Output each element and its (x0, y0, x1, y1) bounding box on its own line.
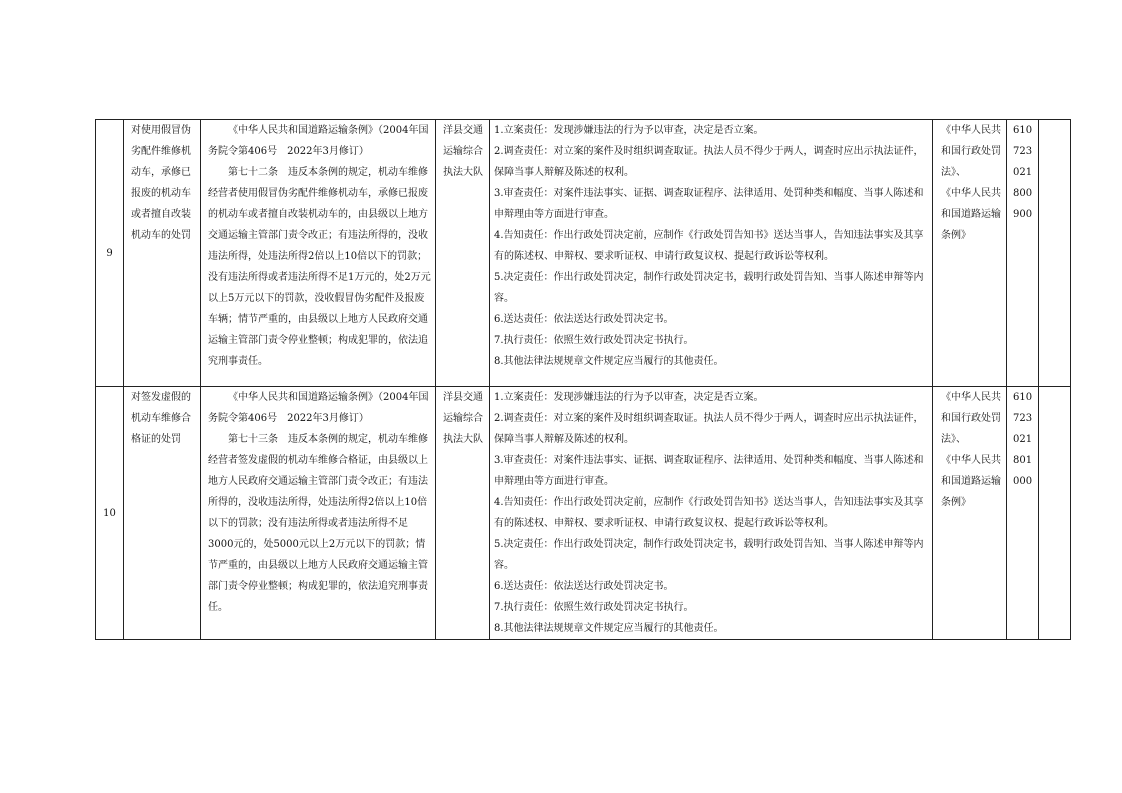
unit-cell (436, 387, 490, 640)
row-index: 10 (103, 507, 116, 519)
row-index: 9 (106, 247, 113, 259)
law-reference: 《中华人民共和国行政处罚法》、 (941, 392, 1001, 445)
law-reference: 《中华人民共和国行政处罚法》、 (941, 125, 1001, 178)
responsibility-item: 3.审查责任：对案件违法事实、证据、调查取证程序、法律适用、处罚种类和幅度、当事人陈述和申辩理由等方面进行审查。 (494, 455, 924, 487)
responsibility-item: 1.立案责任：发现涉嫌违法的行为予以审查，决定是否立案。 (494, 392, 764, 403)
code-segment: 801 (1013, 455, 1033, 466)
code-segment: 800 (1013, 188, 1033, 199)
responsibility-item: 6.送达责任：依法送达行政处罚决定书。 (494, 314, 674, 325)
item-name-cell (124, 120, 201, 387)
legal-basis-cell (201, 120, 436, 387)
code-segment: 723 (1013, 146, 1033, 157)
code-segment: 900 (1013, 209, 1033, 220)
responsibility-item: 6.送达责任：依法送达行政处罚决定书。 (494, 581, 674, 592)
responsibility-item: 5.决定责任：作出行政处罚决定，制作行政处罚决定书，载明行政处罚告知、当事人陈述申辩等内容。 (494, 539, 924, 571)
legal-basis-text: 第七十二条 违反本条例的规定，机动车维修经营者使用假冒伪劣配件维修机动车，承修已报废的机动车或者擅自改装机动车的，由县级以上地方交通运输主管部门责令改正；有违法所得的，没收违法所得，处违法所得2倍以上10倍以下的罚款；没有违法所得或者违法所得不足1万元的，处2万元以上5万元以下的罚款，没收假冒伪劣配件及报废车辆；情节严重的，由县级以上地方人民政府交通运输主管部门责令停业整顿；构成犯罪的，依法追究刑事责任。 (208, 167, 431, 367)
row-index-cell (96, 120, 124, 387)
code-cell (1007, 387, 1039, 640)
legal-basis-title: 《中华人民共和国道路运输条例》（2004年国务院令第406号 2022年3月修订） (208, 392, 429, 424)
table-row (96, 120, 1071, 387)
row-index-cell (96, 387, 124, 640)
responsibility-item: 3.审查责任：对案件违法事实、证据、调查取证程序、法律适用、处罚种类和幅度、当事人陈述和申辩理由等方面进行审查。 (494, 188, 924, 220)
code-cell (1007, 120, 1039, 387)
legal-basis-cell (201, 387, 436, 640)
laws-cell (933, 387, 1007, 640)
legal-basis-text: 第七十三条 违反本条例的规定，机动车维修经营者签发虚假的机动车维修合格证，由县级以上地方人民政府交通运输主管部门责令改正；有违法所得的，没收违法所得，处违法所得2倍以上10倍以下的罚款；没有违法所得或者违法所得不足3000元的，处5000元以上2万元以下的罚款；情节严重的，由县级以上地方人民政府交通运输主管部门责令停业整顿；构成犯罪的，依法追究刑事责任。 (208, 434, 428, 613)
responsible-unit: 洋县交通运输综合执法大队 (443, 392, 483, 445)
law-reference: 《中华人民共和国道路运输条例》 (941, 188, 1001, 241)
responsibility-item: 7.执行责任：依照生效行政处罚决定书执行。 (494, 335, 694, 346)
responsibility-item: 4.告知责任：作出行政处罚决定前，应制作《行政处罚告知书》送达当事人，告知违法事实及其享有的陈述权、申辩权、要求听证权、申请行政复议权、提起行政诉讼等权利。 (494, 497, 924, 529)
laws-cell (933, 120, 1007, 387)
code-segment: 723 (1013, 413, 1033, 424)
item-name: 对使用假冒伪劣配件维修机动车，承修已报废的机动车或者擅自改装机动车的处罚 (131, 125, 191, 241)
remark-cell (1039, 120, 1071, 387)
code-segment: 000 (1013, 476, 1033, 487)
responsibilities-cell (490, 120, 933, 387)
responsibility-item: 8.其他法律法规规章文件规定应当履行的其他责任。 (494, 356, 724, 367)
responsibility-item: 7.执行责任：依照生效行政处罚决定书执行。 (494, 602, 694, 613)
code-segment: 610 (1013, 125, 1033, 136)
law-reference: 《中华人民共和国道路运输条例》 (941, 455, 1001, 508)
responsibility-item: 8.其他法律法规规章文件规定应当履行的其他责任。 (494, 623, 724, 634)
code-segment: 021 (1013, 434, 1033, 445)
responsibility-item: 2.调查责任：对立案的案件及时组织调查取证。执法人员不得少于两人，调查时应出示执法证件，保障当事人辩解及陈述的权利。 (494, 146, 924, 178)
legal-basis-title: 《中华人民共和国道路运输条例》（2004年国务院令第406号 2022年3月修订） (208, 125, 429, 157)
responsibilities-cell (490, 387, 933, 640)
code-segment: 610 (1013, 392, 1033, 403)
responsibility-item: 4.告知责任：作出行政处罚决定前，应制作《行政处罚告知书》送达当事人，告知违法事实及其享有的陈述权、申辩权、要求听证权、申请行政复议权、提起行政诉讼等权利。 (494, 230, 924, 262)
responsibility-item: 2.调查责任：对立案的案件及时组织调查取证。执法人员不得少于两人，调查时应出示执法证件，保障当事人辩解及陈述的权利。 (494, 413, 924, 445)
responsibility-item: 1.立案责任：发现涉嫌违法的行为予以审查，决定是否立案。 (494, 125, 764, 136)
table-row (96, 387, 1071, 640)
unit-cell (436, 120, 490, 387)
responsibility-item: 5.决定责任：作出行政处罚决定，制作行政处罚决定书，载明行政处罚告知、当事人陈述申辩等内容。 (494, 272, 924, 304)
item-name: 对签发虚假的机动车维修合格证的处罚 (131, 392, 191, 445)
responsibility-table (95, 119, 1071, 640)
remark-cell (1039, 387, 1071, 640)
item-name-cell (124, 387, 201, 640)
code-segment: 021 (1013, 167, 1033, 178)
responsible-unit: 洋县交通运输综合执法大队 (443, 125, 483, 178)
